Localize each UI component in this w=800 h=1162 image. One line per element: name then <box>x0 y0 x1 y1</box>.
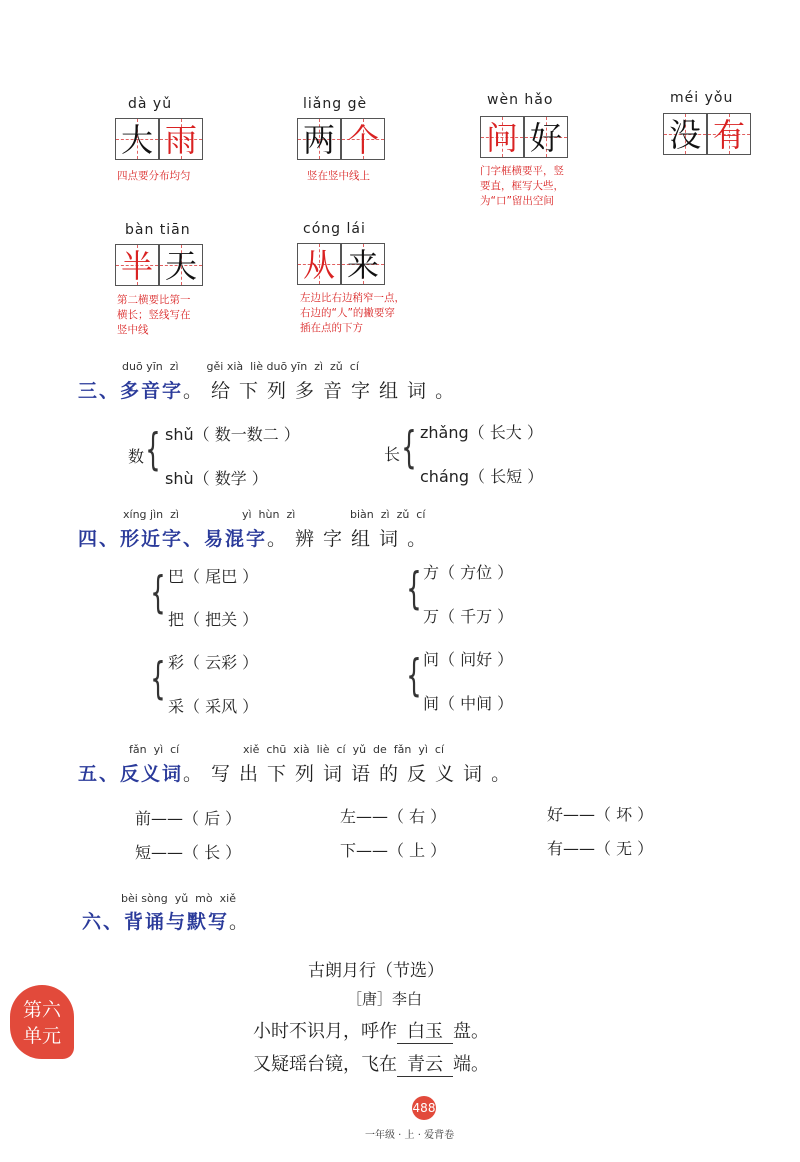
similar-char-item: 把（ 把关 ） <box>168 610 259 629</box>
char-box: 问 <box>480 116 524 158</box>
similar-char-item: 万（ 千万 ） <box>423 607 514 626</box>
section-pinyin: yì hùn zì <box>242 508 296 521</box>
word-pinyin: bàn tiān <box>125 222 191 238</box>
similar-char-item: 巴（ 尾巴 ） <box>168 567 259 586</box>
similar-char-item: 彩（ 云彩 ） <box>168 653 259 672</box>
section-5-heading: 五、反义词。写出下列词语的反义词。 <box>78 763 520 785</box>
char-box: 个 <box>341 118 385 160</box>
section-pinyin: duō yīn zì gěi xià liè duō yīn zì zǔ cí <box>122 360 359 373</box>
brace-icon: { <box>145 424 161 475</box>
char-box: 没 <box>663 113 707 155</box>
section-pinyin: xíng jìn zì <box>123 508 179 521</box>
word-pinyin: liǎng gè <box>303 96 368 112</box>
antonym-item: 前——（ 后 ） <box>135 809 242 828</box>
section-pinyin: xiě chū xià liè cí yǔ de fǎn yì cí <box>243 743 445 756</box>
section-3-heading: 三、多音字。给下列多音字组词。 <box>78 380 464 402</box>
antonym-item: 下——（ 上 ） <box>340 841 447 860</box>
writing-note: 门字框横要平，竖 要直，框写大些， 为“口”留出空间 <box>480 165 564 207</box>
brace-icon: { <box>150 653 166 704</box>
word-pinyin: cóng lái <box>303 221 366 237</box>
poem-title: 古朗月行（节选） <box>308 961 444 981</box>
poem-line: 小时不识月，呼作 白玉 盘。 <box>253 1017 489 1044</box>
antonym-item: 左——（ 右 ） <box>340 807 447 826</box>
brace-icon: { <box>406 563 422 614</box>
group-char: 长 <box>384 445 401 464</box>
section-pinyin: fǎn yì cí <box>129 743 180 756</box>
writing-note: 四点要分布均匀 <box>117 170 191 182</box>
group-char: 数 <box>128 447 145 466</box>
fill-blank: 青云 <box>397 1050 453 1077</box>
word-pinyin: wèn hǎo <box>487 92 554 108</box>
polyphone-item: zhǎng（ 长大 ） <box>420 423 543 442</box>
char-box: 有 <box>707 113 751 155</box>
writing-note: 左边比右边稍窄一点， 右边的“人”的撇要穿 插在点的下方 <box>300 292 405 334</box>
char-box: 来 <box>341 243 385 285</box>
char-box: 雨 <box>159 118 203 160</box>
poem-line: 又疑瑶台镜，飞在 青云 端。 <box>253 1050 489 1077</box>
antonym-item: 短——（ 长 ） <box>135 843 242 862</box>
brace-icon: { <box>406 650 422 701</box>
char-box: 从 <box>297 243 341 285</box>
poem-author: ［唐］李白 <box>347 990 423 1008</box>
polyphone-item: cháng（ 长短 ） <box>420 467 544 486</box>
page-number: 488 <box>412 1096 436 1120</box>
section-pinyin: bèi sòng yǔ mò xiě <box>121 892 236 905</box>
polyphone-item: shǔ（ 数一数二 ） <box>165 425 300 444</box>
word-pinyin: méi yǒu <box>670 90 734 106</box>
similar-char-item: 问（ 问好 ） <box>423 650 514 669</box>
char-box: 两 <box>297 118 341 160</box>
char-box: 大 <box>115 118 159 160</box>
brace-icon: { <box>401 422 417 473</box>
similar-char-item: 方（ 方位 ） <box>423 563 514 582</box>
similar-char-item: 间（ 中间 ） <box>423 694 514 713</box>
polyphone-item: shù（ 数学 ） <box>165 469 268 488</box>
char-box: 天 <box>159 244 203 286</box>
section-4-heading: 四、形近字、易混字。辨字组词。 <box>78 528 436 550</box>
section-pinyin: biàn zì zǔ cí <box>350 508 426 521</box>
writing-note: 竖在竖中线上 <box>307 170 370 182</box>
char-box: 半 <box>115 244 159 286</box>
writing-note: 第二横要比第一 横长；竖线写在 竖中线 <box>117 294 191 336</box>
word-pinyin: dà yǔ <box>128 96 173 112</box>
brace-icon: { <box>150 567 166 618</box>
fill-blank: 白玉 <box>397 1017 453 1044</box>
char-box: 好 <box>524 116 568 158</box>
antonym-item: 好——（ 坏 ） <box>547 805 654 824</box>
antonym-item: 有——（ 无 ） <box>547 839 654 858</box>
similar-char-item: 采（ 采风 ） <box>168 697 259 716</box>
footer-text: 一年级 · 上 · 爱背卷 <box>365 1130 455 1141</box>
section-6-heading: 六、背诵与默写。 <box>82 911 258 933</box>
unit-tab: 第六 单元 <box>10 985 74 1059</box>
